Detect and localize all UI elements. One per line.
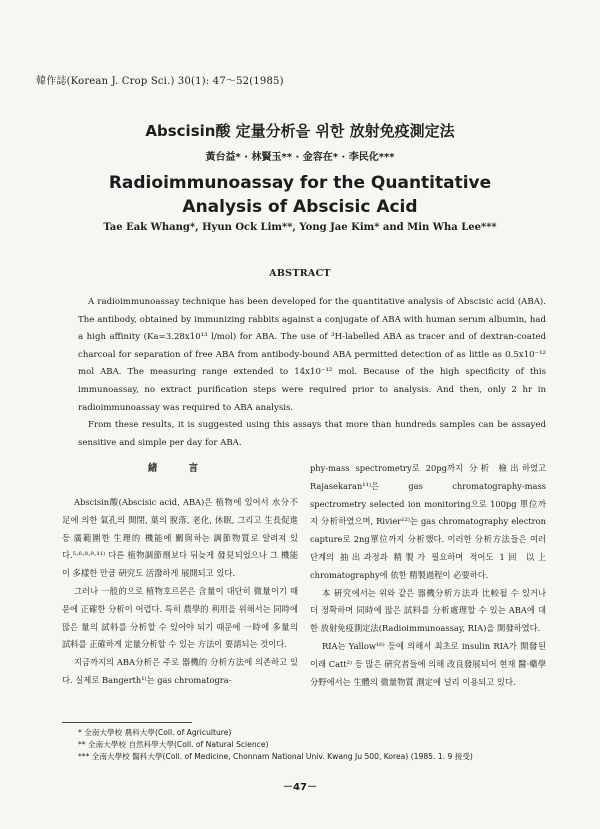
- abstract-body: [78, 294, 546, 452]
- intro-paragraph-2: 그러나 一般的으로 植物호르몬은 含量이 대단히 微量이기 때문에 正確한 分析이 어렵다. 특히 農學的 利用을 위해서는 同時에 많은 量의 試料를 分析할 수 있어야 되기 때문에 一時에 多量의 試料를 正確하게 定量分析할 수 있는 方法이 要請되는 것이다.: [62, 585, 298, 650]
- footnote-1: * 全南大學校 農科大學(Coll. of Agriculture): [78, 728, 232, 737]
- footnotes: [78, 727, 578, 763]
- abstract-heading: ABSTRACT: [269, 268, 331, 279]
- introduction-heading: 緒 言: [147, 463, 213, 474]
- footnote-2: ** 全南大學校 自然科學大學(Coll. of Natural Science): [78, 740, 269, 749]
- right-column: [310, 460, 546, 691]
- intro-paragraph-3-continued: phy-mass spectrometry로 20pg까지 分析 檢出하였고 Rajasekaran¹¹⁾은 gas chromatography-mass spectrometry selected ion monitoring으로 100pg 單位까지 分析하였으며, Rivier¹²⁾는 gas chromatography electron capture로 2ng單位까지 分析했다. 이러한 分析方法들은 여러 단계의 抽出과정과 精製가 필요하며 적어도 1回 以上 chromatography에 依한 精製過程이 必要하다.: [310, 463, 546, 580]
- title-english-line-2: Analysis of Abscisic Acid: [182, 197, 418, 217]
- intro-paragraph-3: 지금까지의 ABA分析은 주로 器機的 分析方法에 의존하고 있다. 실제로 Bangerth¹⁾는 gas chromatogra-: [62, 657, 298, 685]
- title-english: [0, 171, 600, 219]
- left-column: [62, 460, 298, 690]
- intro-paragraph-5: RIA는 Yallow¹⁶⁾ 등에 의해서 최초로 insulin RIA가 開發된 이래 Catt²⁾ 등 많은 硏究者들에 의해 改良發展되어 현재 醫·藥學分野에서는 生體의 微量物質 測定에 널리 이용되고 있다.: [310, 640, 546, 687]
- abstract-paragraph-2: From these results, it is suggested using this assays that more than hundreds samples can be assayed sensitive and simple per day for ABA.: [78, 420, 546, 448]
- intro-paragraph-1: Abscisin酸(Abscisic acid, ABA)은 植物에 있어서 水分不足에 의한 氣孔의 開閉, 葉의 脫落, 老化, 休眠, 그리고 生長促進 등 廣範圍한 生理的 機能에 關與하는 調節物質로 알려져 있다.⁵·⁶·⁸·⁹·¹¹⁾ 다른 植物調節劑보다 뒤늦게 發見되었으나 그 機能이 多樣한 만큼 硏究도 活潑하게 展開되고 있다.: [62, 497, 298, 579]
- journal-citation: 韓作誌(Korean J. Crop Sci.) 30(1): 47～52(1985): [36, 76, 284, 87]
- title-korean: Abscisin酸 定量分析을 위한 放射免疫測定法: [145, 122, 455, 140]
- footnote-3: *** 全南大學校 醫科大學(Coll. of Medicine, Chonnam National Univ. Kwang Ju 500, Korea) (1985. 1. 9 接受): [78, 752, 473, 761]
- page-number: －47－: [283, 782, 317, 793]
- footnote-rule: [62, 722, 192, 723]
- intro-paragraph-4: 本 硏究에서는 위와 같은 器機分析方法과 比較될 수 있거나 더 정확하며 同時에 많은 試料를 分析處理할 수 있는 ABA에 대한 放射免疫測定法(Radioimmunoassay, RIA)을 開發하였다.: [310, 587, 546, 634]
- title-english-line-1: Radioimmunoassay for the Quantitative: [108, 173, 492, 193]
- abstract-paragraph-1: A radioimmunoassay technique has been developed for the quantitative analysis of Abscisic acid (ABA). The antibody, obtained by immunizing rabbits against a conjugate of ABA with human serum albumin, had a high affinity (Ka=3.28x10¹³ l/mol) for ABA. The use of ³H-labelled ABA as tracer and of dextran-coated charcoal for separation of free ABA from antibody-bound ABA permitted detection of as little as 0.5x10⁻¹² mol ABA. The measuring range extended to 14x10⁻¹² mol. Because of the high specificity of this immunoassay, no extract purification steps were required prior to analysis. And then, only 2 hr in radioimmunoassay was required to ABA analysis.: [78, 297, 546, 413]
- authors-korean: 黃台益* · 林賢玉** · 金容在* · 李民化***: [205, 152, 395, 163]
- authors-english: Tae Eak Whang*, Hyun Ock Lim**, Yong Jae Kim* and Min Wha Lee***: [103, 222, 497, 233]
